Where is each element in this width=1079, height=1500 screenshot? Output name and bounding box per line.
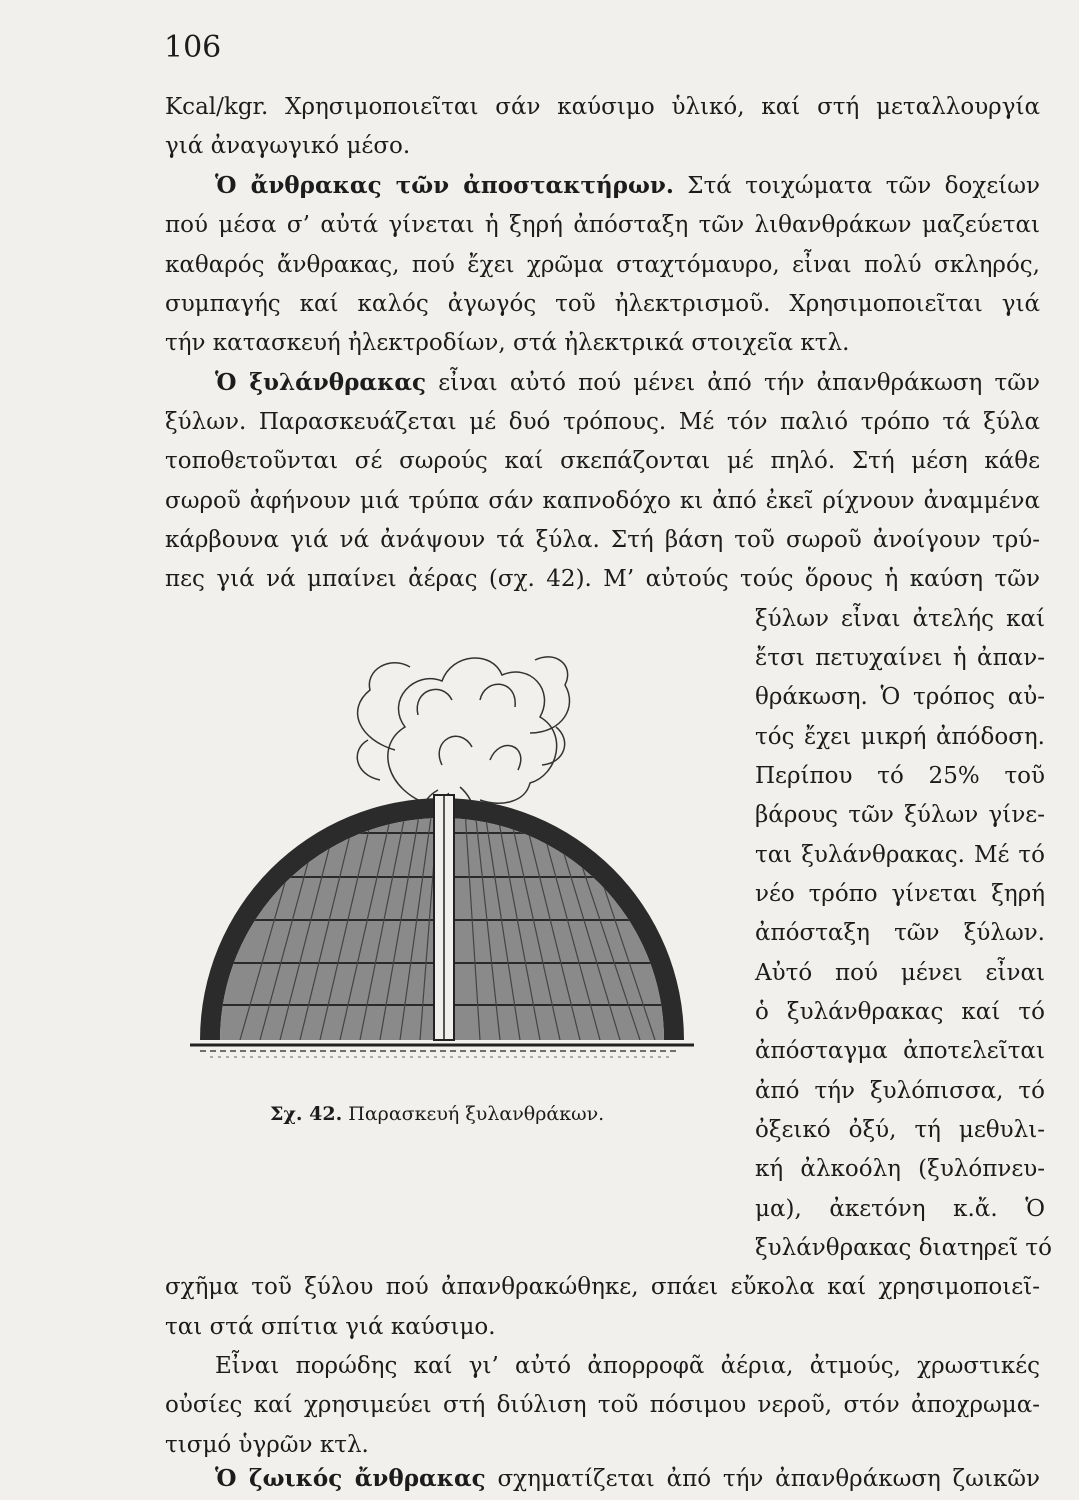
term-heading: Ὁ ἄνθρακας τῶν ἀποστακτήρων. <box>215 172 674 199</box>
text-line: ἔτσι πετυχαίνει ἡ ἀπαν- <box>755 645 1045 671</box>
text-line: βάρους τῶν ξύλων γίνε- <box>755 802 1045 828</box>
term-heading: Ὁ ζωικός ἄνθρακας <box>215 1465 486 1492</box>
paragraph-start <box>215 1463 1040 1495</box>
text-line: ξύλων. Παρασκευάζεται μέ δυό τρόπους. Μέ τόν παλιό τρόπο τά ξύλα <box>165 409 1040 435</box>
text-line: Περίπου τό 25% τοῦ <box>755 763 1045 789</box>
text-line: ὀξεικό ὀξύ, τή μεθυλι- <box>755 1117 1045 1143</box>
text-line: τός ἔχει μικρή ἀπόδοση. <box>755 724 1045 750</box>
text-line: ἀπόσταξη τῶν ξύλων. <box>755 920 1045 946</box>
text-line: πες γιά νά μπαίνει ἀέρας (σχ. 42). Μ’ αὐτούς τούς ὅρους ἡ καύση τῶν <box>165 566 1040 592</box>
text-line: τισμό ὑγρῶν κτλ. <box>165 1432 369 1458</box>
charcoal-kiln-illustration <box>180 615 740 1095</box>
text-line: νέο τρόπο γίνεται ξηρή <box>755 881 1045 907</box>
text-line: γιά ἀναγωγικό μέσο. <box>165 133 411 159</box>
text-line: κάρβουνα γιά νά ἀνάψουν τά ξύλα. Στή βάση τοῦ σωροῦ ἀνοίγουν τρύ- <box>165 527 1040 553</box>
text-line: πού μέσα σ’ αὐτά γίνεται ἡ ξηρή ἀπόσταξη τῶν λιθανθράκων μαζεύεται <box>165 212 1040 238</box>
text-line: Kcal/kgr. Χρησιμοποιεῖται σάν καύσιμο ὑλικό, καί στή μεταλλουργία <box>165 94 1040 120</box>
text-line: ται ξυλάνθρακας. Μέ τό <box>755 842 1045 868</box>
text-run: εἶναι αὐτό πού μένει ἀπό τήν ἀπανθράκωση τῶν <box>426 370 1040 396</box>
text-line: συμπαγής καί καλός ἀγωγός τοῦ ἠλεκτρισμοῦ. Χρησιμοποιεῖται γιά <box>165 291 1040 317</box>
text-line: σχῆμα τοῦ ξύλου πού ἀπανθρακώθηκε, σπάει εὔκολα καί χρησιμοποιεῖ- <box>165 1274 1040 1300</box>
term-heading: Ὁ ξυλάνθρακας <box>215 369 427 396</box>
text-line: μα), ἀκετόνη κ.ἄ. Ὁ <box>755 1196 1045 1222</box>
text-line: κή ἀλκοόλη (ξυλόπνευ- <box>755 1156 1045 1182</box>
text-line: Εἶναι πορώδης καί γι’ αὐτό ἀπορροφᾶ ἀέρια, ἀτμούς, χρωστικές <box>215 1353 1040 1379</box>
text-line: Αὐτό πού μένει εἶναι <box>755 960 1045 986</box>
figure-caption-text: Παρασκευή ξυλανθράκων. <box>342 1103 605 1125</box>
text-line: ξυλάνθρακας διατηρεῖ τό <box>755 1235 1052 1261</box>
text-line: σωροῦ ἀφήνουν μιά τρύπα σάν καπνοδόχο κι ἀπό ἐκεῖ ρίχνουν ἀναμμένα <box>165 488 1040 514</box>
text-line: καθαρός ἄνθρακας, πού ἔχει χρῶμα σταχτόμαυρο, εἶναι πολύ σκληρός, <box>165 252 1040 278</box>
text-line: ἀπόσταγμα ἀποτελεῖται <box>755 1038 1045 1064</box>
text-line: ται στά σπίτια γιά καύσιμο. <box>165 1314 496 1340</box>
text-line: ὁ ξυλάνθρακας καί τό <box>755 999 1045 1025</box>
text-run: σχηματίζεται ἀπό τήν ἀπανθράκωση ζωικῶν <box>485 1466 1040 1492</box>
page-number: 106 <box>164 30 222 65</box>
text-run: Στά τοιχώματα τῶν δοχείων <box>673 173 1040 199</box>
text-line: οὐσίες καί χρησιμεύει στή διύλιση τοῦ πόσιμου νεροῦ, στόν ἀποχρωμα- <box>165 1392 1040 1418</box>
text-line: θράκωση. Ὁ τρόπος αὐ- <box>755 684 1045 710</box>
text-line: ξύλων εἶναι ἀτελής καί <box>755 606 1045 632</box>
text-line: ἀπό τήν ξυλόπισσα, τό <box>755 1078 1045 1104</box>
text-line: τήν κατασκευή ἠλεκτροδίων, στά ἠλεκτρικά στοιχεῖα κτλ. <box>165 330 850 356</box>
paragraph-start <box>215 367 1040 399</box>
text-line: τοποθετοῦνται σέ σωρούς καί σκεπάζονται μέ πηλό. Στή μέση κάθε <box>165 448 1040 474</box>
paragraph-start <box>215 170 1040 202</box>
figure-label: Σχ. 42. <box>270 1103 343 1125</box>
figure-caption <box>270 1103 604 1125</box>
